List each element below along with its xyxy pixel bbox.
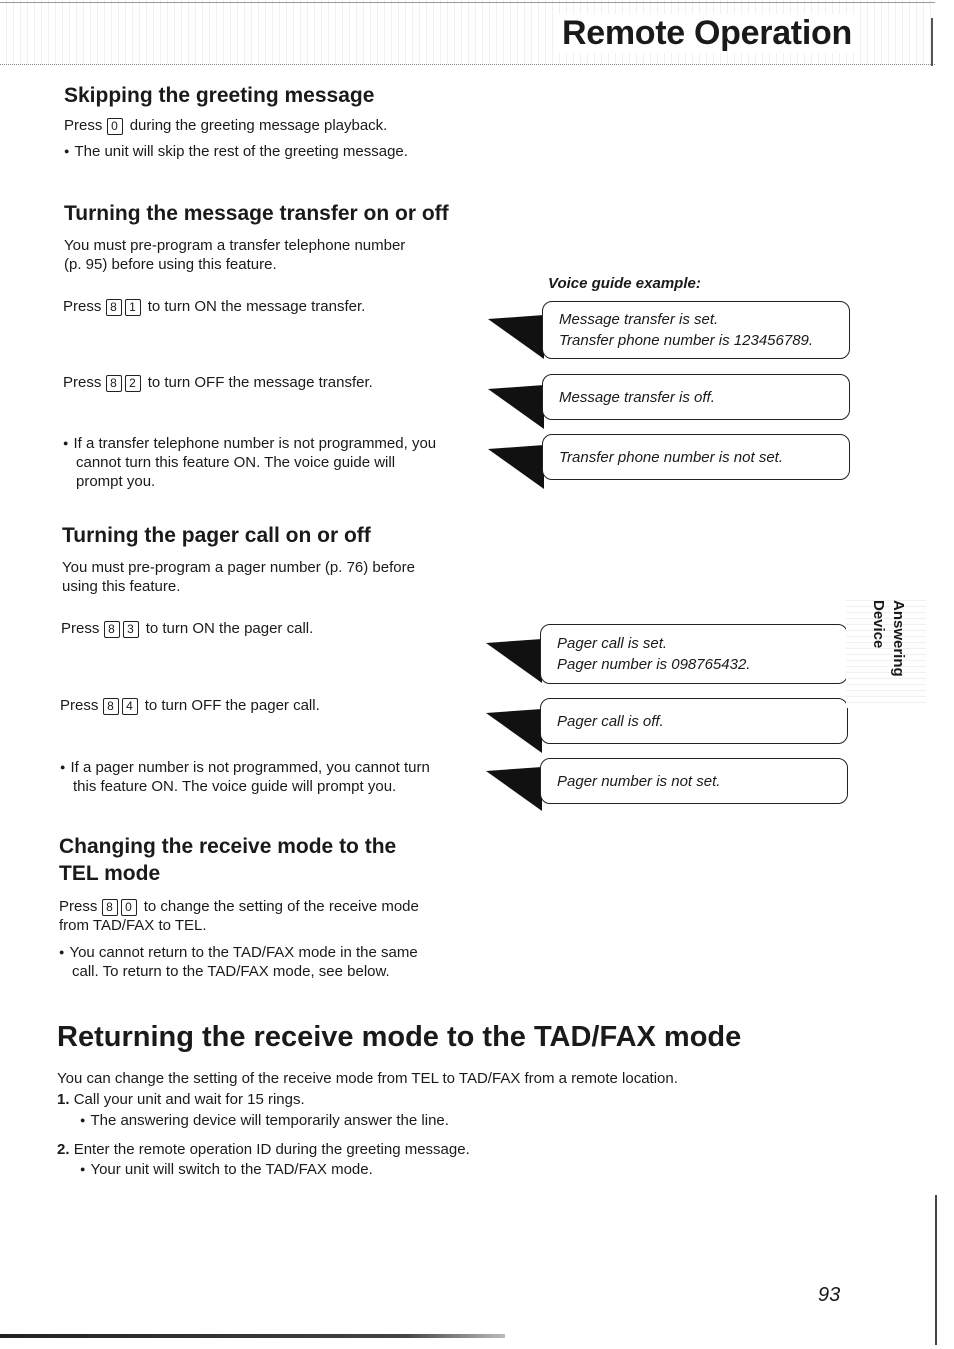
press-label: Press: [63, 298, 102, 315]
pager-off-text: to turn OFF the pager call.: [144, 697, 320, 714]
returning-heading: Returning the receive mode to the TAD/FAX mode: [57, 1021, 742, 1053]
side-tab-line-1: Answering: [890, 600, 907, 677]
transfer-bullet-1: ● If a transfer telephone number is not programmed, you: [63, 434, 436, 453]
header-top-rule: [0, 2, 935, 3]
bubble-line: Message transfer is off.: [559, 388, 715, 406]
pager-off-instruction: [60, 696, 320, 715]
key-0: 0: [121, 899, 137, 916]
speech-pointer: [488, 371, 544, 429]
step-2: [57, 1140, 470, 1159]
step-2-bullet: ● Your unit will switch to the TAD/FAX mode.: [80, 1160, 373, 1179]
key-8: 8: [102, 899, 118, 916]
press-label: Press: [63, 374, 102, 391]
telmode-bullet-2: call. To return to the TAD/FAX mode, see below.: [72, 963, 390, 980]
pager-intro-2: using this feature.: [62, 578, 181, 595]
transfer-heading: Turning the message transfer on or off: [64, 202, 449, 225]
bubble-line: Pager call is off.: [557, 712, 664, 730]
bubble-line: Message transfer is set.: [559, 311, 719, 328]
voice-bubble-transfer-on: [542, 301, 850, 359]
pager-heading: Turning the pager call on or off: [62, 524, 371, 547]
step-text: Enter the remote operation ID during the greeting message.: [73, 1141, 470, 1158]
page-title: Remote Operation: [558, 14, 856, 53]
step-1-bullet: ● The answering device will temporarily answer the line.: [80, 1111, 449, 1130]
telmode-text-2: from TAD/FAX to TEL.: [59, 917, 207, 934]
bubble-line: Pager call is set.: [557, 635, 668, 652]
step-number: 2.: [57, 1141, 70, 1158]
transfer-intro-1: You must pre-program a transfer telephone number: [64, 237, 406, 254]
speech-pointer: [486, 625, 542, 683]
step-number: 1.: [57, 1091, 70, 1108]
page-number: 93: [818, 1284, 841, 1306]
skip-bullet: ● The unit will skip the rest of the greeting message.: [64, 142, 408, 161]
key-8: 8: [104, 621, 120, 638]
bubble-line: Transfer phone number is 123456789.: [559, 332, 814, 349]
bubble-line: Pager number is 098765432.: [557, 656, 751, 673]
skip-text: during the greeting message playback.: [129, 117, 388, 134]
step-text: Call your unit and wait for 15 rings.: [73, 1091, 305, 1108]
key-3: 3: [123, 621, 139, 638]
side-tab-label: [868, 600, 908, 677]
transfer-bullet-2: cannot turn this feature ON. The voice guide will: [76, 454, 396, 471]
voice-guide-label: Voice guide example:: [548, 275, 701, 292]
telmode-bullet-1: ● You cannot return to the TAD/FAX mode in the same: [59, 943, 418, 962]
transfer-bullet-3: prompt you.: [76, 473, 156, 490]
pager-on-instruction: [61, 619, 313, 638]
skip-instruction: [64, 116, 387, 135]
speech-pointer: [488, 431, 544, 489]
voice-bubble-transfer-notset: [542, 434, 850, 480]
side-tab-line-2: Device: [870, 600, 887, 649]
press-label: Press: [64, 117, 103, 134]
bubble-line: Pager number is not set.: [557, 772, 721, 790]
pager-bullet-2: this feature ON. The voice guide will prompt you.: [73, 778, 397, 795]
transfer-on-instruction: [63, 297, 365, 316]
returning-intro: You can change the setting of the receive mode from TEL to TAD/FAX from a remote location.: [57, 1070, 678, 1087]
telmode-heading-2: TEL mode: [59, 862, 161, 885]
pager-on-text: to turn ON the pager call.: [145, 620, 314, 637]
step-1: [57, 1090, 305, 1109]
speech-pointer: [486, 753, 542, 811]
press-label: Press: [60, 697, 99, 714]
transfer-off-text: to turn OFF the message transfer.: [147, 374, 373, 391]
transfer-on-text: to turn ON the message transfer.: [147, 298, 366, 315]
speech-pointer: [488, 301, 544, 359]
telmode-instruction: [59, 897, 419, 916]
transfer-off-instruction: [63, 373, 373, 392]
voice-bubble-pager-notset: [540, 758, 848, 804]
key-8: 8: [103, 698, 119, 715]
key-2: 2: [125, 375, 141, 392]
bottom-rule: [0, 1334, 505, 1338]
voice-bubble-transfer-off: [542, 374, 850, 420]
skip-heading: Skipping the greeting message: [64, 84, 375, 107]
key-1: 1: [125, 299, 141, 316]
right-edge-rule: [935, 1195, 937, 1345]
voice-bubble-pager-on: [540, 624, 848, 684]
bubble-line: Transfer phone number is not set.: [559, 448, 784, 466]
key-8: 8: [106, 375, 122, 392]
voice-bubble-pager-off: [540, 698, 848, 744]
key-8: 8: [106, 299, 122, 316]
telmode-heading-1: Changing the receive mode to the: [59, 835, 397, 858]
telmode-text-1: to change the setting of the receive mode: [143, 898, 419, 915]
transfer-intro-2: (p. 95) before using this feature.: [64, 256, 277, 273]
speech-pointer: [486, 695, 542, 753]
key-4: 4: [122, 698, 138, 715]
pager-bullet-1: ● If a pager number is not programmed, you cannot turn: [60, 758, 430, 777]
key-0: 0: [107, 118, 123, 135]
press-label: Press: [59, 898, 98, 915]
header-right-rule: [931, 18, 933, 66]
pager-intro-1: You must pre-program a pager number (p. 76) before: [62, 559, 415, 576]
press-label: Press: [61, 620, 100, 637]
